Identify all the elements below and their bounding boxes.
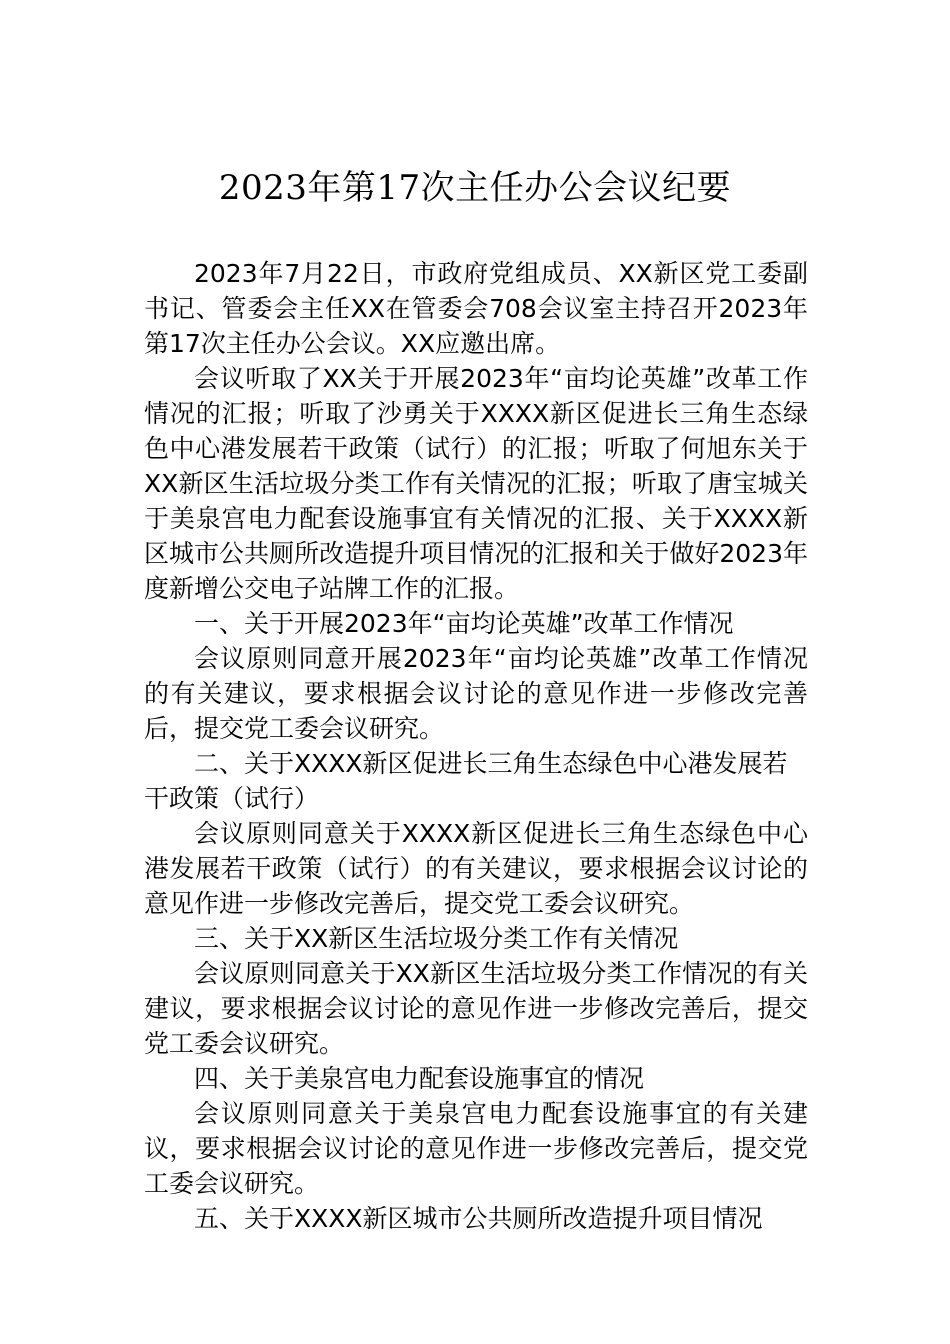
section-heading-5: 五、关于XXXX新区城市公共厕所改造提升项目情况 xyxy=(194,1204,763,1233)
paragraph-reports-heard: 会议听取了XX关于开展2023年“亩均论英雄”改革工作情况的汇报；听取了沙勇关于XXXX新区促进长三角生态绿色中心港发展若干政策（试行）的汇报；听取了何旭东关于XX新区生活垃圾分类工作有关情况的汇报；听取了唐宝城关于美泉宫电力配套设施事宜有关情况的汇报、关于XXXX新区城市公共厕所改造提升项目情况的汇报和关于做好2023年度新增公交电子站牌工作的汇报。 xyxy=(144,364,808,603)
section-heading-4: 四、关于美泉宫电力配套设施事宜的情况 xyxy=(194,1064,645,1093)
section-body-3: 会议原则同意关于XX新区生活垃圾分类工作情况的有关建议，要求根据会议讨论的意见作进一步修改完善后，提交党工委会议研究。 xyxy=(144,959,808,1058)
section-body-2: 会议原则同意关于XXXX新区促进长三角生态绿色中心港发展若干政策（试行）的有关建议，要求根据会议讨论的意见作进一步修改完善后，提交党工委会议研究。 xyxy=(144,819,808,918)
section-heading-3: 三、关于XX新区生活垃圾分类工作有关情况 xyxy=(194,924,679,953)
section-body-1: 会议原则同意开展2023年“亩均论英雄”改革工作情况的有关建议，要求根据会议讨论的意见作进一步修改完善后，提交党工委会议研究。 xyxy=(144,644,808,743)
section-body-4: 会议原则同意关于美泉宫电力配套设施事宜的有关建议，要求根据会议讨论的意见作进一步修改完善后，提交党工委会议研究。 xyxy=(144,1099,808,1198)
document-title: 2023年第17次主任办公会议纪要 xyxy=(218,168,732,208)
section-heading-1: 一、关于开展2023年“亩均论英雄”改革工作情况 xyxy=(194,609,734,638)
section-heading-2: 二、关于XXXX新区促进长三角生态绿色中心港发展若干政策（试行） xyxy=(144,749,788,813)
paragraph-meeting-info: 2023年7月22日，市政府党组成员、XX新区党工委副书记、管委会主任XX在管委会708会议室主持召开2023年第17次主任办公会议。XX应邀出席。 xyxy=(144,259,808,358)
document-body xyxy=(144,256,808,1236)
